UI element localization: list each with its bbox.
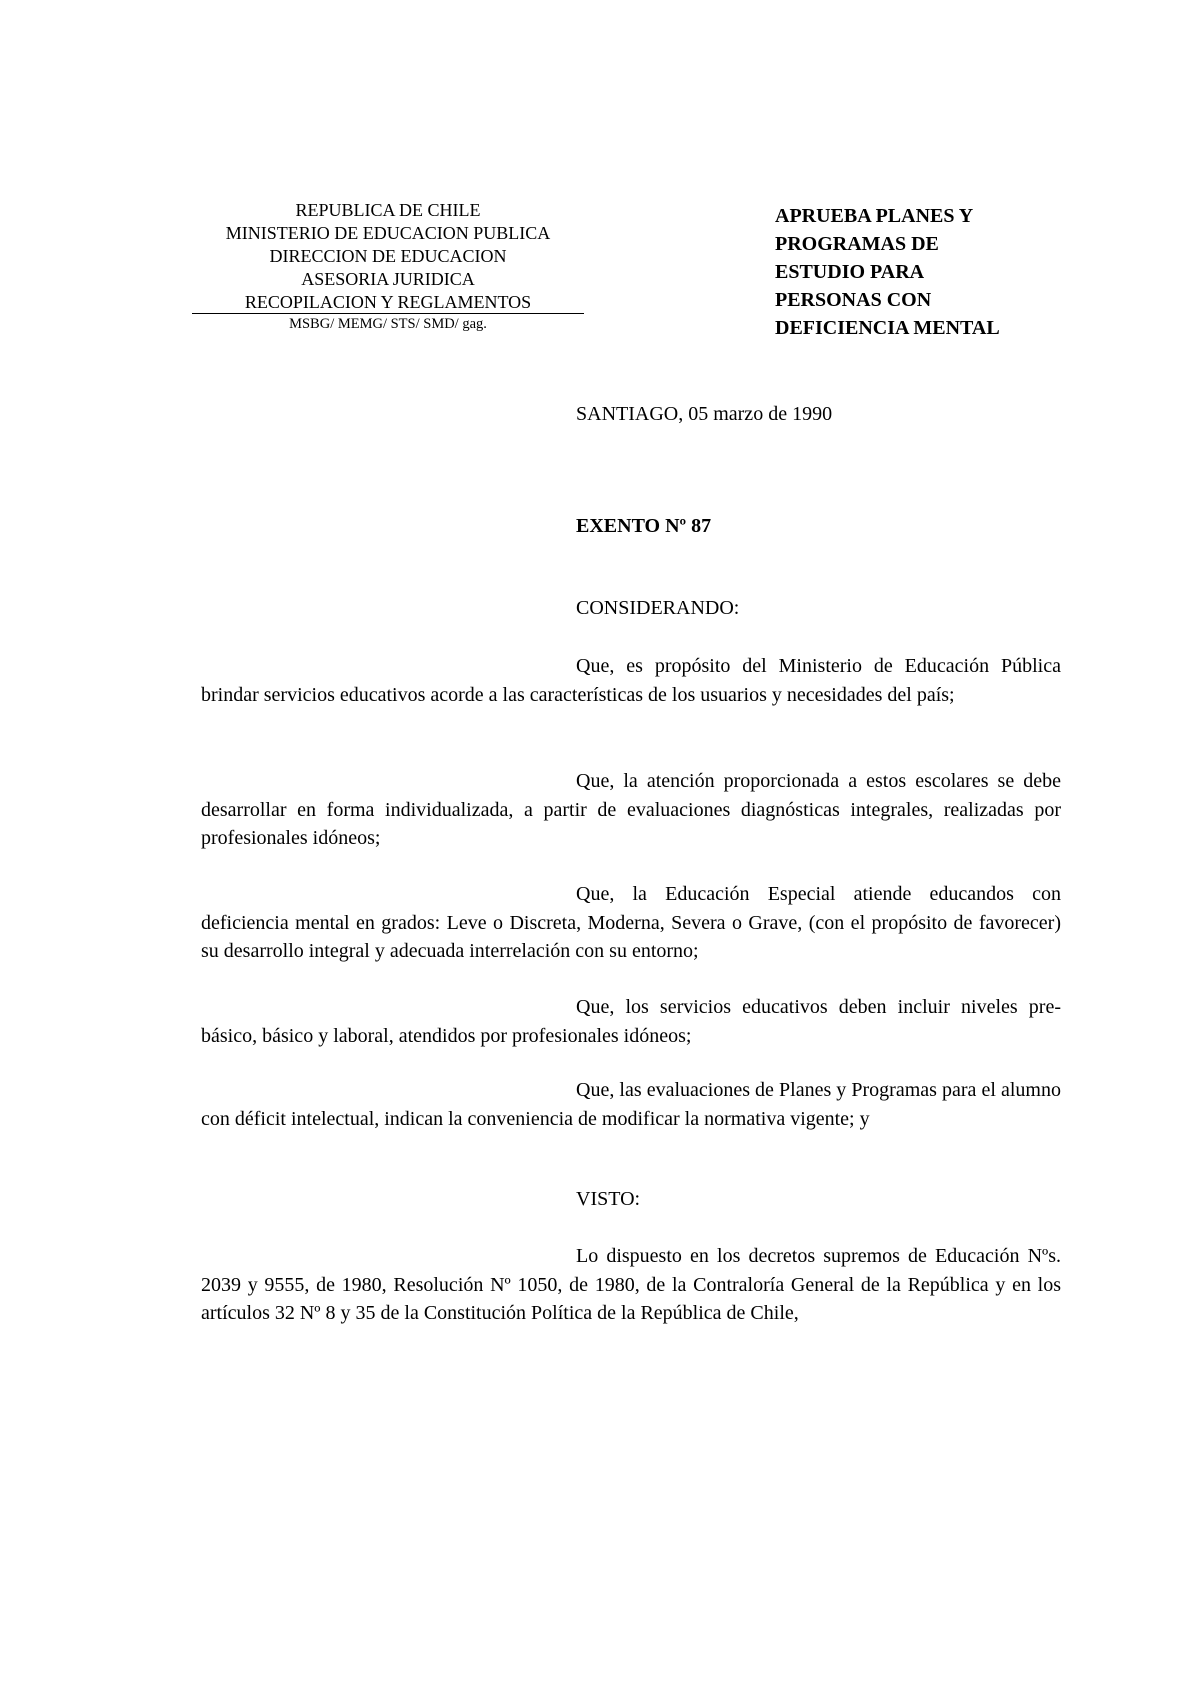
considerando-paragraph: Que, los servicios educativos deben incluir niveles pre-básico, básico y laboral, atendidos por profesionales idóneos; xyxy=(201,996,1061,1047)
visto-heading: VISTO: xyxy=(576,1188,641,1210)
document-subject xyxy=(775,202,1075,342)
exento-number: EXENTO Nº 87 xyxy=(576,515,712,537)
subject-line-4: PERSONAS CON xyxy=(775,289,932,311)
letterhead-ministry: MINISTERIO DE EDUCACION PUBLICA xyxy=(225,223,551,243)
visto-paragraph: Lo dispuesto en los decretos supremos de Educación Nºs. 2039 y 9555, de 1980, Resolución Nº 1050, de 1980, de la Contraloría General de la República y en los artículos 32 Nº 8 y 35 de la Constitución Política de la República de Chile, xyxy=(201,1245,1061,1324)
letterhead-initials: MSBG/ MEMG/ STS/ SMD/ gag. xyxy=(289,316,487,332)
letterhead xyxy=(192,199,584,334)
letterhead-legal-advisory: ASESORIA JURIDICA xyxy=(301,269,475,289)
letterhead-republic: REPUBLICA DE CHILE xyxy=(295,200,481,220)
subject-line-5: DEFICIENCIA MENTAL xyxy=(775,317,1000,339)
considerando-paragraph: Que, la Educación Especial atiende educandos con deficiencia mental en grados: Leve o Discreta, Moderna, Severa o Grave, (con el propósito de favorecer) su desarrollo integral y adecuada interrelación con su entorno; xyxy=(201,883,1061,962)
considerando-paragraph: Que, la atención proporcionada a estos escolares se debe desarrollar en forma individualizada, a partir de evaluaciones diagnósticas integrales, realizadas por profesionales idóneos; xyxy=(201,770,1061,849)
letterhead-direction: DIRECCION DE EDUCACION xyxy=(269,246,507,266)
letterhead-compilation: RECOPILACION Y REGLAMENTOS xyxy=(192,291,584,314)
considerando-paragraph: Que, las evaluaciones de Planes y Programas para el alumno con déficit intelectual, indican la conveniencia de modificar la normativa vigente; y xyxy=(201,1079,1061,1130)
subject-line-3: ESTUDIO PARA xyxy=(775,261,925,283)
subject-line-2: PROGRAMAS DE xyxy=(775,233,939,255)
considerando-heading: CONSIDERANDO: xyxy=(576,597,740,619)
subject-line-1: APRUEBA PLANES Y xyxy=(775,205,974,227)
considerando-paragraph: Que, es propósito del Ministerio de Educación Pública brindar servicios educativos acorde a las características de los usuarios y necesidades del país; xyxy=(201,655,1061,706)
document-date: SANTIAGO, 05 marzo de 1990 xyxy=(576,403,833,425)
